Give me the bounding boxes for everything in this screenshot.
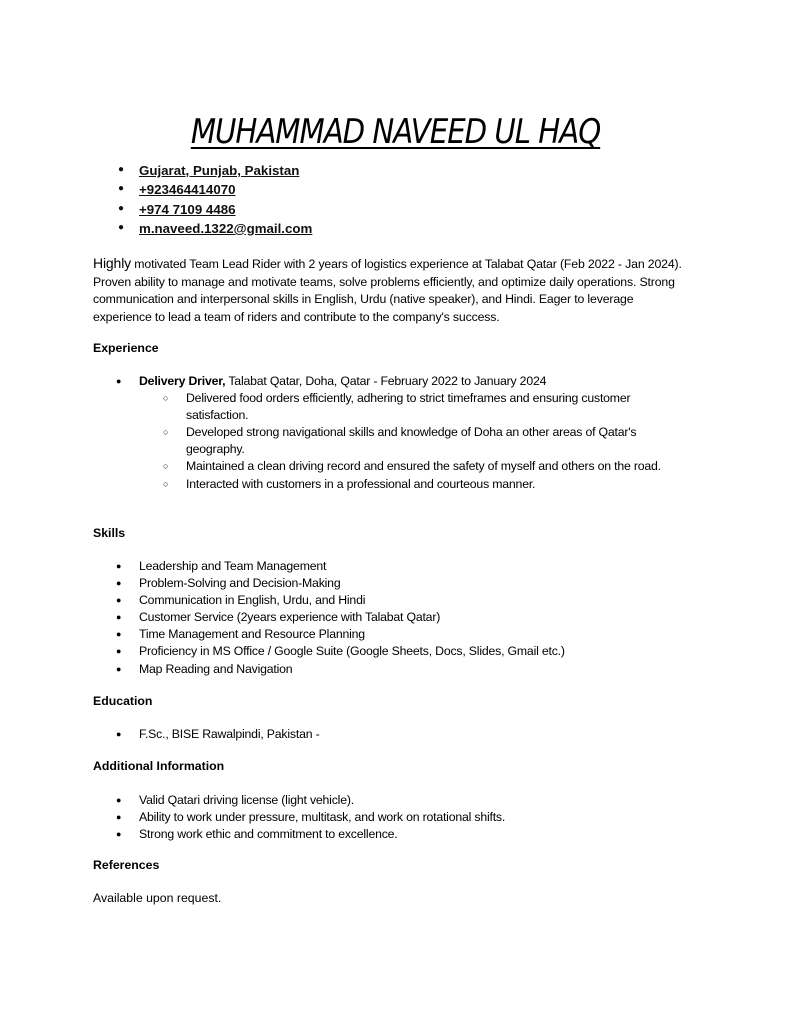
additional-info-heading: Additional Information bbox=[93, 759, 225, 773]
duty-item: ○ Maintained a clean driving record and ensured the safety of myself and others on the road. bbox=[163, 458, 683, 475]
references-text: Available upon request. bbox=[93, 891, 222, 905]
additional-info-item: ● Valid Qatari driving license (light vehicle). bbox=[116, 792, 505, 809]
duty-item: ○ Delivered food orders efficiently, adhering to strict timeframes and ensuring customer satisfaction. bbox=[163, 390, 683, 424]
experience-heading: Experience bbox=[93, 341, 159, 355]
professional-summary bbox=[93, 255, 695, 326]
skill-item: ● Time Management and Resource Planning bbox=[116, 626, 565, 643]
contact-list bbox=[118, 163, 312, 240]
summary-first-word: Highly bbox=[93, 255, 132, 271]
job-entry bbox=[116, 373, 659, 493]
contact-address: ● Gujarat, Punjab, Pakistan bbox=[118, 163, 312, 182]
contact-email[interactable]: ● m.naveed.1322@gmail.com bbox=[118, 221, 312, 240]
job-duties bbox=[163, 390, 683, 493]
skills-heading: Skills bbox=[93, 526, 126, 540]
additional-info-item: ● Strong work ethic and commitment to excellence. bbox=[116, 826, 505, 843]
education-item: ● F.Sc., BISE Rawalpindi, Pakistan - bbox=[116, 726, 319, 743]
candidate-name: MUHAMMAD NAVEED UL HAQ bbox=[190, 112, 601, 152]
skill-item: ● Problem-Solving and Decision-Making bbox=[116, 575, 565, 592]
job-title: Delivery Driver, bbox=[139, 374, 226, 388]
duty-item: ○ Interacted with customers in a professional and courteous manner. bbox=[163, 476, 683, 493]
job-details: Talabat Qatar, Doha, Qatar - February 2022 to January 2024 bbox=[225, 374, 547, 388]
skill-item: ● Customer Service (2years experience with Talabat Qatar) bbox=[116, 609, 565, 626]
contact-phone-qatar[interactable]: ● +974 7109 4486 bbox=[118, 202, 312, 221]
additional-info-list bbox=[116, 792, 505, 843]
education-list bbox=[116, 726, 319, 743]
skill-item: ● Leadership and Team Management bbox=[116, 558, 565, 575]
experience-list bbox=[116, 373, 659, 493]
skill-item: ● Map Reading and Navigation bbox=[116, 661, 565, 678]
references-heading: References bbox=[93, 858, 160, 872]
contact-phone-pakistan[interactable]: ● +923464414070 bbox=[118, 182, 312, 201]
summary-text: motivated Team Lead Rider with 2 years of logistics experience at Talabat Qatar (Feb 2022 - Jan 2024). Proven ability to manage and motivate teams, solve problems efficiently, and optimize daily operations. Strong communication and interpersonal skills in English, Urdu (native speaker), and Hindi. Eager to leverage experience to lead a team of riders and contribute to the company's success. bbox=[93, 257, 682, 324]
skill-item: ● Proficiency in MS Office / Google Suite (Google Sheets, Docs, Slides, Gmail etc.) bbox=[116, 643, 565, 660]
duty-item: ○ Developed strong navigational skills and knowledge of Doha an other areas of Qatar's geography. bbox=[163, 424, 683, 458]
additional-info-item: ● Ability to work under pressure, multitask, and work on rotational shifts. bbox=[116, 809, 505, 826]
education-heading: Education bbox=[93, 694, 153, 708]
skills-list bbox=[116, 558, 565, 678]
skill-item: ● Communication in English, Urdu, and Hindi bbox=[116, 592, 565, 609]
